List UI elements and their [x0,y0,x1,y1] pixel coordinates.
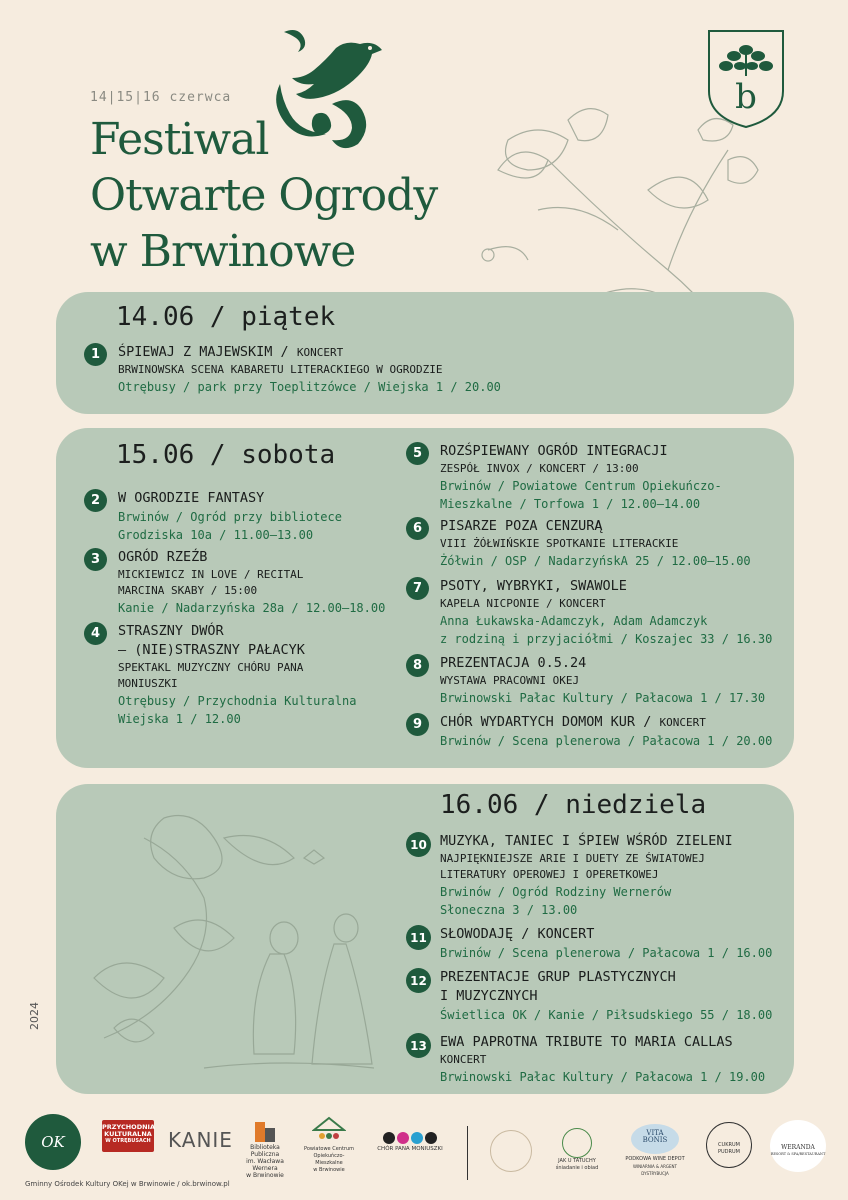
day-heading-friday: 14.06 / piątek [116,302,336,332]
leaf-icon [562,1128,592,1158]
przychodnia-kulturalna-logo: PRZYCHODNIA KULTURALNA W OTRĘBUSACH [102,1120,154,1152]
event-10 [406,832,733,919]
day-heading-sunday: 16.06 / niedziela [440,790,707,820]
footer-caption: Gminny Ośrodek Kultury OKej w Brwinowie / ok.brwinow.pl [25,1180,230,1188]
jak-u-tatuchy-logo: JAK U TATUCHY śniadanie i obiad [554,1128,600,1172]
event-title: W OGRODZIE FANTASY [118,490,265,506]
festival-dates: 14|15|16 czerwca [90,90,232,105]
event-number-badge: 10 [406,832,431,857]
house-people-icon [312,1116,346,1146]
event-location: Otrębusy / park przy Toeplitzówce / Wiejska 1 / 20.00 [118,380,501,394]
event-location: Brwinowski Pałac Kultury / Pałacowa 1 / 17.30 [440,691,766,705]
event-title: PISARZE POZA CENZURĄ [440,518,603,534]
event-subtitle: LITERATURY OPEROWEJ I OPERETKOWEJ [440,868,659,881]
event-title: ŚPIEWAJ Z MAJEWSKIM / KONCERT [118,344,344,360]
event-location: Brwinów / Ogród Rodziny Wernerów [440,885,672,899]
event-number-badge: 3 [84,548,107,571]
event-2 [84,489,342,544]
event-title: PREZENTACJE GRUP PLASTYCZNYCH [440,969,676,985]
event-location: Słoneczna 3 / 13.00 [440,903,578,917]
event-7 [406,577,772,648]
vintage-couple-flower-illustration-icon [84,798,384,1080]
event-location: Kanie / Nadarzyńska 28a / 12.00–18.00 [118,601,386,615]
svg-text:b: b [735,77,757,117]
event-title: EWA PAPROTNA TRIBUTE TO MARIA CALLAS [440,1034,733,1050]
event-3 [84,548,385,617]
event-subtitle: MARCINA SKABY / 15:00 [118,584,258,597]
event-subtitle: VIII ŻÓŁWIŃSKIE SPOTKANIE LITERACKIE [440,537,679,550]
cukrum-pudrum-logo: CUKRUM PUDRUM [706,1122,752,1168]
event-location: Brwinów / Scena plenerowa / Pałacowa 1 / 16.00 [440,946,773,960]
event-location: Anna Łukawska-Adamczyk, Adam Adamczyk [440,614,708,628]
event-location: Wiejska 1 / 12.00 [118,712,241,726]
event-subtitle: MICKIEWICZ IN LOVE / RECITAL [118,568,304,581]
event-title: PSOTY, WYBRYKI, SWAWOLE [440,578,627,594]
vita-bonis-badge: VITA BONIS [631,1124,679,1154]
event-8 [406,654,765,707]
event-subtitle: MONIUSZKI [118,677,178,690]
event-number-badge: 13 [406,1033,431,1058]
title-line-1: Festiwal [90,114,269,165]
garden-wreath-logo [490,1130,532,1172]
event-location: Brwinów / Ogród przy bibliotece [118,510,342,524]
kanie-logo: KANIE [168,1128,233,1152]
event-title: CHÓR WYDARTYCH DOMOM KUR / KONCERT [440,714,706,730]
event-subtitle: NAJPIĘKNIEJSZE ARIE I DUETY ZE ŚWIATOWEJ [440,852,705,865]
event-9 [406,713,772,750]
biblioteka-logo: Biblioteka Publiczna im. Wacława Wernera w Brwinowie [242,1120,288,1179]
vita-bonis-podkowa-logo: VITA BONIS PODKOWA WINE DEPOT WINIARNIA & ARGENT DYSTRYBUCJA [620,1124,690,1177]
footer-divider [467,1126,468,1180]
event-13 [406,1033,765,1086]
event-number-badge: 2 [84,489,107,512]
event-number-badge: 6 [406,517,429,540]
event-title: SŁOWODAJĘ / KONCERT [440,926,595,942]
title-line-2: Otwarte Ogrody [90,170,438,221]
event-4 [84,622,356,728]
event-subtitle: KONCERT [440,1053,487,1066]
event-title: ROZŚPIEWANY OGRÓD INTEGRACJI [440,443,668,459]
event-number-badge: 4 [84,622,107,645]
event-location: z rodziną i przyjaciółmi / Koszajec 33 / 16.30 [440,632,773,646]
event-location: Otrębusy / Przychodnia Kulturalna [118,694,357,708]
event-title: OGRÓD RZEŹB [118,549,208,565]
chor-pana-moniuszki-logo: CHÓR PANA MONIUSZKI [374,1132,446,1153]
event-number-badge: 1 [84,343,107,366]
event-6 [406,517,751,570]
event-1 [84,343,501,396]
pcom-logo: Powiatowe Centrum Opiekuńczo-Mieszkalne w Brwinowie [304,1116,354,1174]
weranda-logo: WERANDA RESORT & SPA/RESTAURANT [770,1120,826,1172]
event-location: Brwinowski Pałac Kultury / Pałacowa 1 / 19.00 [440,1070,766,1084]
event-subtitle: SPEKTAKL MUZYCZNY CHÓRU PANA [118,661,304,674]
event-title: PREZENTACJA 0.5.24 [440,655,587,671]
event-location: Świetlica OK / Kanie / Piłsudskiego 55 / 18.00 [440,1008,773,1022]
event-title: STRASZNY DWÓR [118,623,224,639]
event-number-badge: 7 [406,577,429,600]
event-title-line-2: I MUZYCZNYCH [440,988,538,1004]
year-label: 2024 [28,1002,41,1030]
event-number-badge: 8 [406,654,429,677]
event-location: Brwinów / Scena plenerowa / Pałacowa 1 / 20.00 [440,734,773,748]
event-location: Żółwin / OSP / NadarzyńskA 25 / 12.00–15.00 [440,554,751,568]
event-subtitle: ZESPÓŁ INVOX / KONCERT / 13:00 [440,462,639,475]
event-number-badge: 5 [406,442,429,465]
gok-okej-logo: OK [25,1114,81,1170]
sponsor-logos [0,1112,848,1182]
event-location: Grodziska 10a / 11.00–13.00 [118,528,314,542]
event-subtitle: WYSTAWA PRACOWNI OKEJ [440,674,580,687]
bird-logo-icon [262,24,392,154]
event-subtitle: KAPELA NICPONIE / KONCERT [440,597,606,610]
event-location: Mieszkalne / Torfowa 1 / 12.00–14.00 [440,497,701,511]
event-subtitle: BRWINOWSKA SCENA KABARETU LITERACKIEGO W OGRODZIE [118,363,443,376]
event-number-badge: 9 [406,713,429,736]
event-title: MUZYKA, TANIEC I ŚPIEW WŚRÓD ZIELENI [440,833,733,849]
event-12 [406,968,772,1024]
event-number-badge: 11 [406,925,431,950]
event-title-line-2: – (NIE)STRASZNY PAŁACYK [118,642,305,658]
choir-circles-icon [374,1132,446,1144]
day-heading-saturday: 15.06 / sobota [116,440,336,470]
title-line-3: w Brwinowe [90,226,356,277]
event-5 [406,442,722,513]
event-number-badge: 12 [406,968,431,993]
library-icon [253,1120,277,1144]
event-11 [406,925,772,962]
event-location: Brwinów / Powiatowe Centrum Opiekuńczo- [440,479,722,493]
